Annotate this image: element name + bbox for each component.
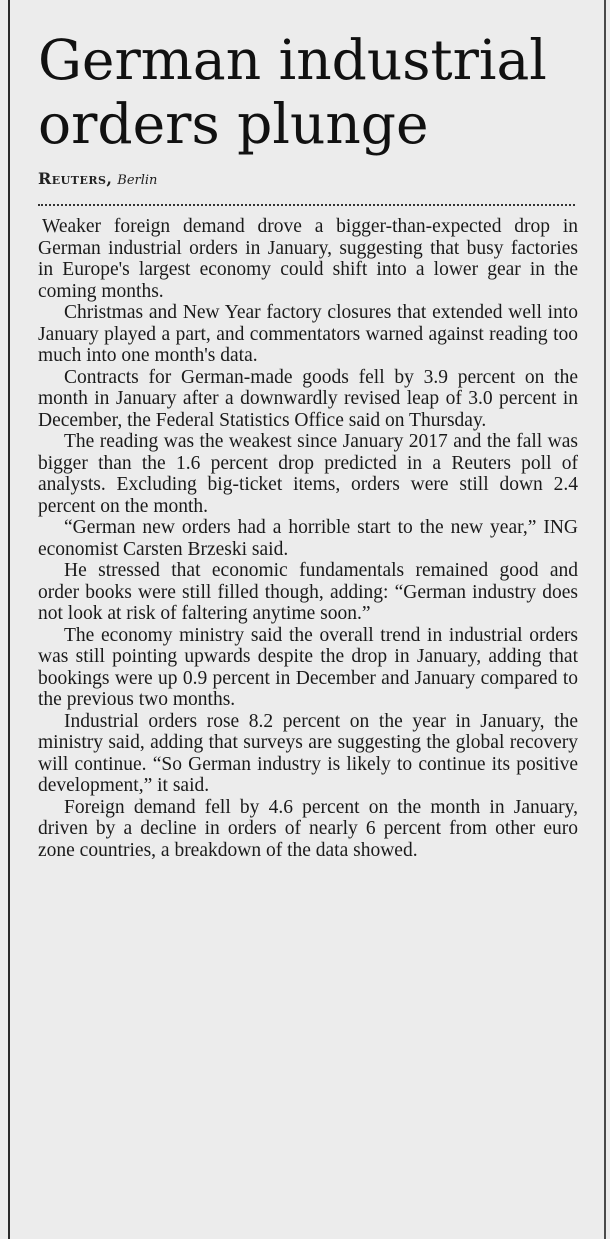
headline xyxy=(38,28,578,156)
paragraph-2: Christmas and New Year factory closures that extended well into January played a part, and commentators warned against reading too much into one month's data. xyxy=(38,302,578,366)
paragraph-7: The economy ministry said the overall trend in industrial orders was still pointing upwards despite the drop in January, adding that bookings were up 0.9 percent in December and January compared to the previous two months. xyxy=(38,624,578,710)
paragraph-3: Contracts for German-made goods fell by 3.9 percent on the month in January after a downwardly revised leap of 3.0 percent in December, the Federal Statistics Office said on Thursday. xyxy=(38,366,578,431)
byline-dateline: Berlin xyxy=(117,173,158,188)
paragraph-8: Industrial orders rose 8.2 percent on the year in January, the ministry said, adding that surveys are suggesting the global recovery will continue. “So German industry is likely to continue its positive development,” it said. xyxy=(38,710,578,796)
dotted-divider xyxy=(38,204,575,206)
article-body xyxy=(38,216,578,861)
paragraph-5: “German new orders had a horrible start to the new year,” ING economist Carsten Brzeski said. xyxy=(38,517,578,560)
column-rule-left xyxy=(8,0,10,1239)
headline-line-2: orders plunge xyxy=(38,92,429,156)
byline-agency: Reuters, xyxy=(38,169,113,188)
byline xyxy=(38,170,578,190)
paragraph-4: The reading was the weakest since January 2017 and the fall was bigger than the 1.6 percent drop predicted in a Reuters poll of analysts. Excluding big-ticket items, orders were still down 2.4 percent on the month. xyxy=(38,431,578,517)
paragraph-6: He stressed that economic fundamentals remained good and order books were still filled though, adding: “German industry does not look at risk of faltering anytime soon.” xyxy=(38,560,578,624)
headline-line-1: German industrial xyxy=(38,28,547,92)
paragraph-1: Weaker foreign demand drove a bigger-than-expected drop in German industrial orders in January, suggesting that busy factories in Europe's largest economy could shift into a lower gear in the coming months. xyxy=(38,216,578,302)
news-article xyxy=(38,28,578,861)
paragraph-9: Foreign demand fell by 4.6 percent on the month in January, driven by a decline in orders of nearly 6 percent from other euro zone countries, a breakdown of the data showed. xyxy=(38,796,578,861)
column-rule-right xyxy=(604,0,606,1239)
